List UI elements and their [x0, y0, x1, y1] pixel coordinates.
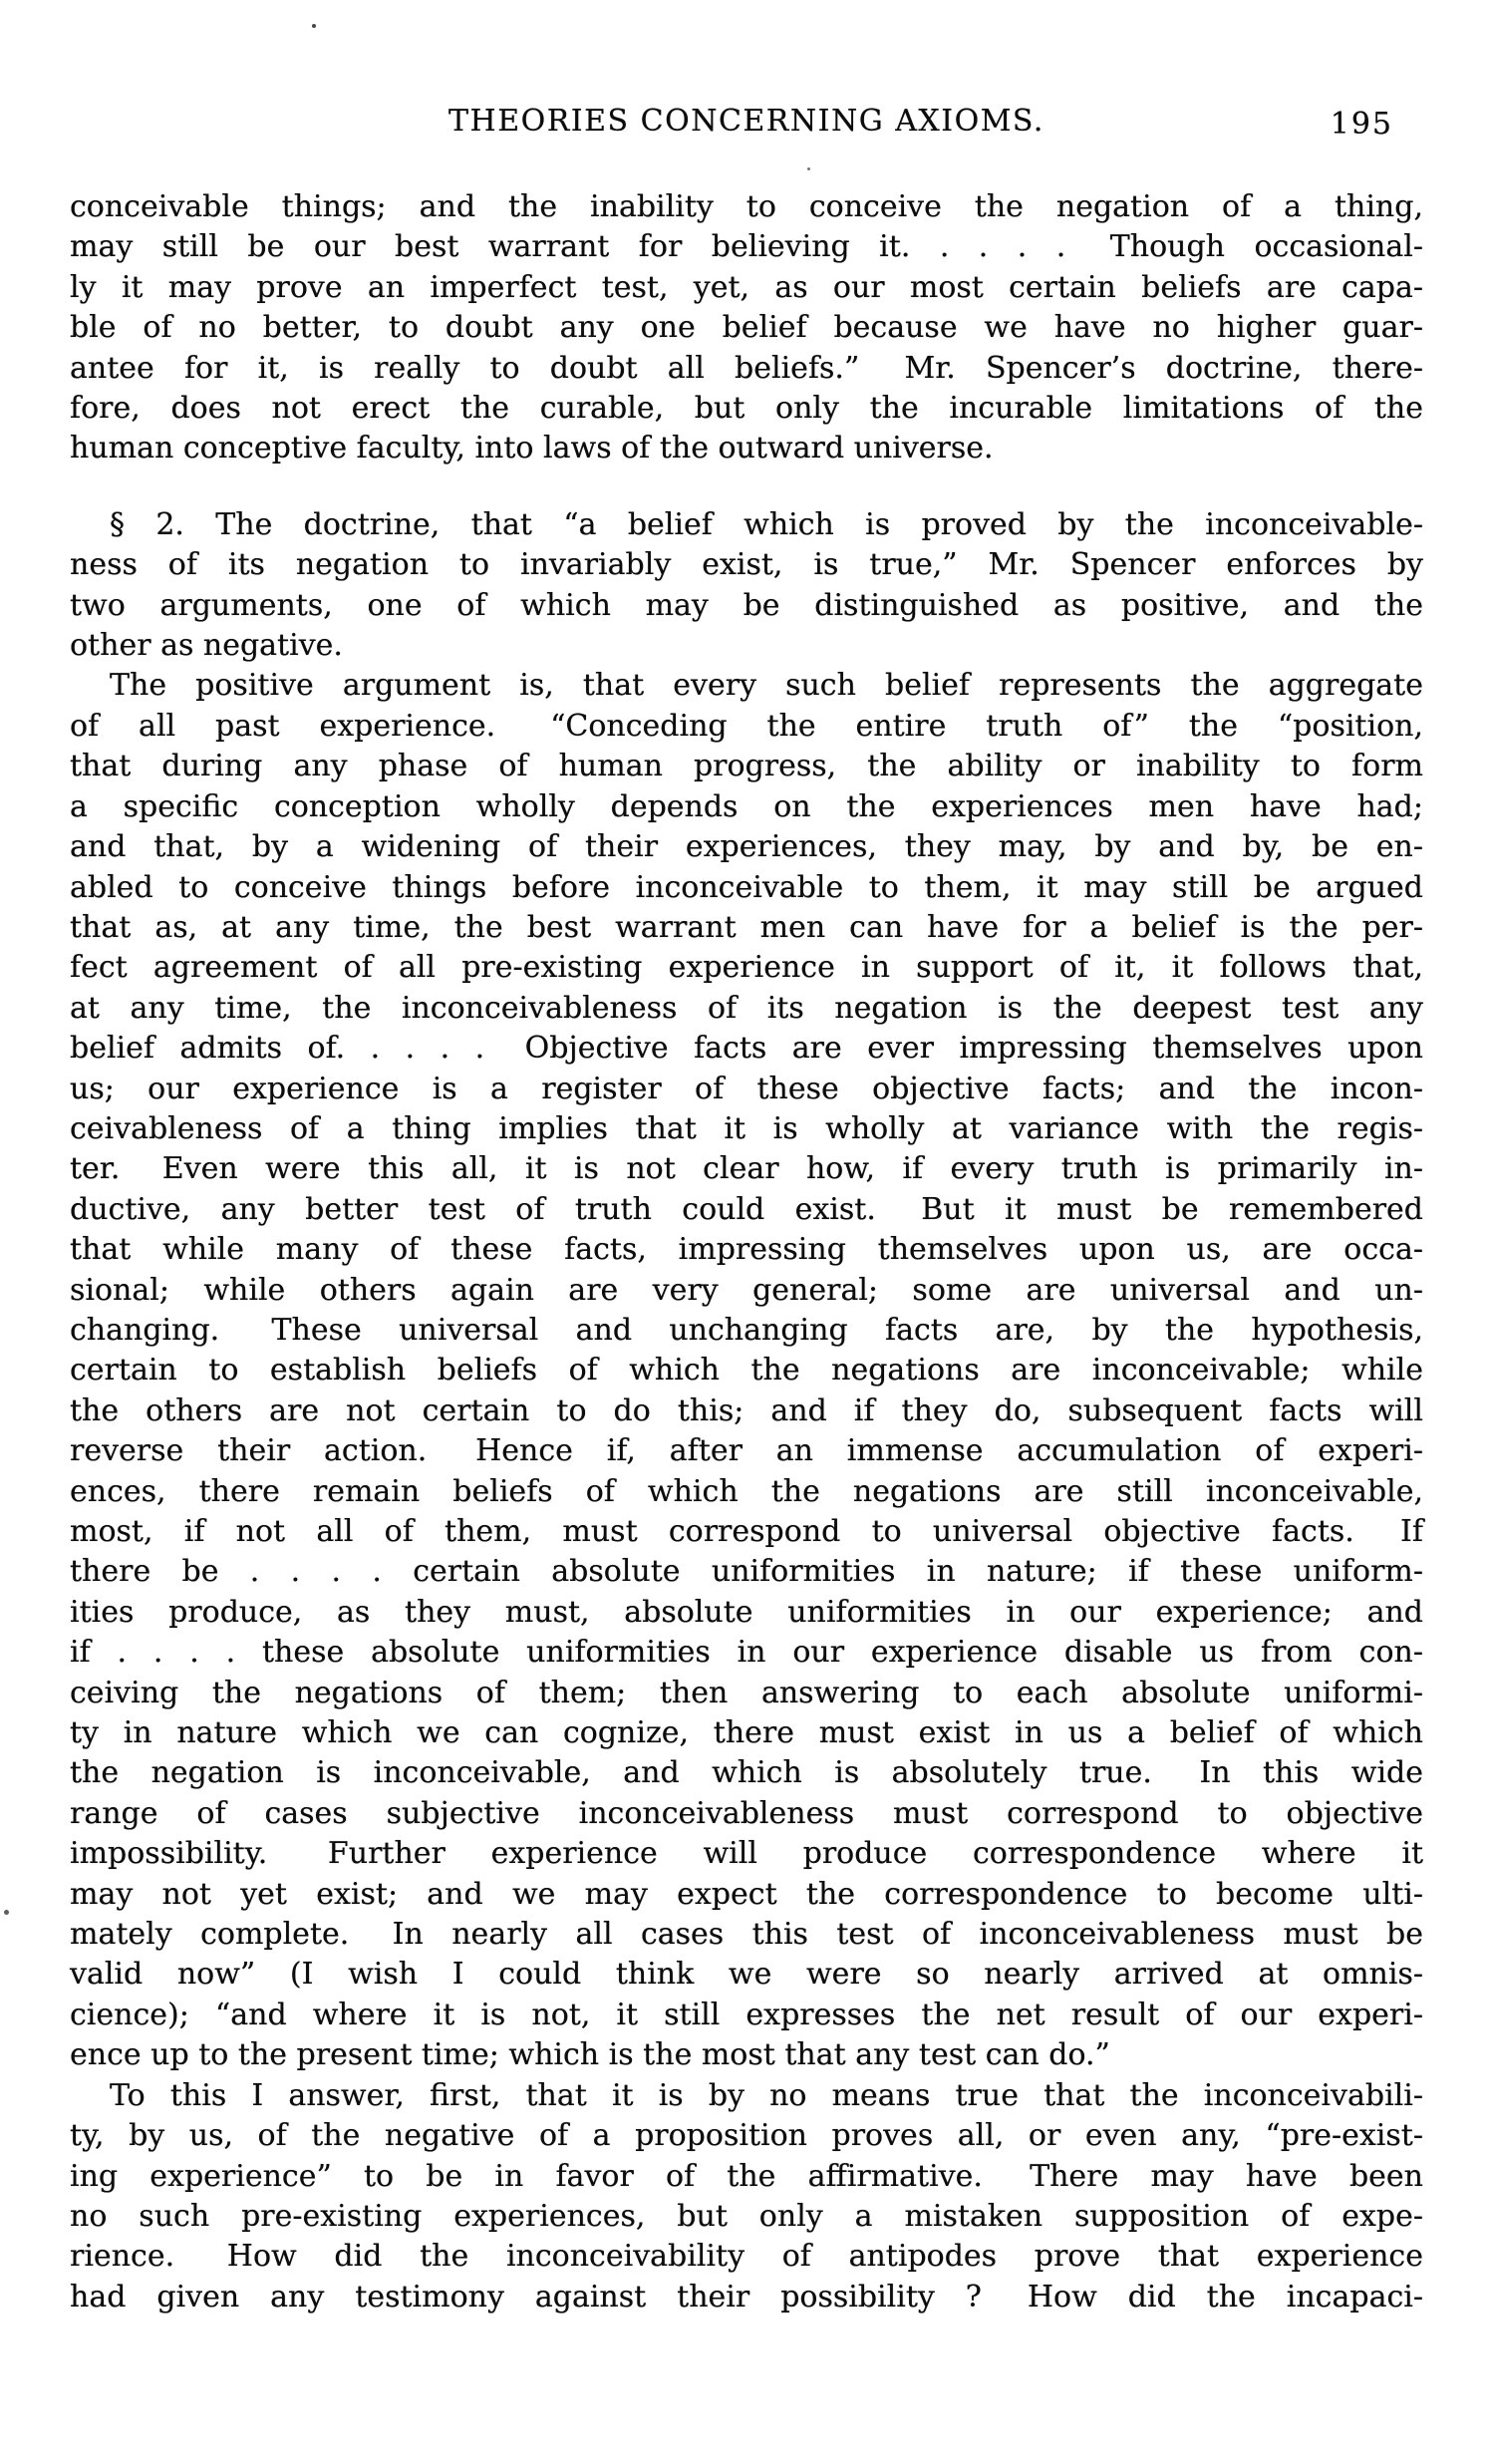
paragraph	[70, 2076, 1423, 2317]
text-line: if . . . . these absolute uniformities in our experience disable us from con-	[70, 1635, 1423, 1671]
text-line: changing. These universal and unchanging facts are, by the hypothesis,	[70, 1312, 1423, 1348]
text-line: ductive, any better test of truth could exist. But it must be remembered	[70, 1191, 1423, 1227]
text-line: antee for it, is really to doubt all beliefs.” Mr. Spencer’s doctrine, there-	[70, 350, 1423, 386]
text-line: us; our experience is a register of these objective facts; and the incon-	[70, 1071, 1423, 1106]
text-line: ing experience” to be in favor of the affirmative. There may have been	[70, 2158, 1423, 2194]
text-line: sional; while others again are very general; some are universal and un-	[70, 1272, 1423, 1308]
scan-speck	[312, 24, 316, 28]
text-line: may not yet exist; and we may expect the correspondence to become ulti-	[70, 1876, 1423, 1912]
text-line: the negation is inconceivable, and which is absolutely true. In this wide	[70, 1755, 1423, 1791]
text-line: ences, there remain beliefs of which the negations are still inconceivable,	[70, 1473, 1423, 1509]
running-head	[70, 104, 1423, 146]
paragraph	[70, 666, 1423, 2075]
text-line: ty, by us, of the negative of a proposition proves all, or even any, “pre-exist-	[70, 2118, 1423, 2154]
paragraph	[70, 187, 1423, 469]
text-line: that during any phase of human progress, the ability or inability to form	[70, 749, 1423, 784]
text-line: ceiving the negations of them; then answering to each absolute uniformi-	[70, 1675, 1423, 1710]
text-line: ty in nature which we can cognize, there must exist in us a belief of which	[70, 1715, 1423, 1751]
scan-speck	[807, 167, 810, 170]
text-line: belief admits of. . . . . Objective facts are ever impressing themselves upon	[70, 1031, 1423, 1067]
text-line: valid now” (I wish I could think we were so nearly arrived at omnis-	[70, 1957, 1423, 1993]
text-line: human conceptive faculty, into laws of the outward universe.	[70, 431, 994, 466]
text-line: that while many of these facts, impressing themselves upon us, are occa-	[70, 1232, 1423, 1268]
text-line: no such pre-existing experiences, but only a mistaken supposition of expe-	[70, 2198, 1423, 2234]
text-line: abled to conceive things before inconceivable to them, it may still be argued	[70, 869, 1423, 905]
page-number: 195	[1330, 107, 1393, 142]
text-line: ter. Even were this all, it is not clear how, if every truth is primarily in-	[70, 1151, 1423, 1187]
text-line: had given any testimony against their possibility ? How did the incapaci-	[70, 2279, 1423, 2314]
text-line: two arguments, one of which may be distinguished as positive, and the	[70, 587, 1423, 623]
text-line: may still be our best warrant for believing it. . . . . Though occasional-	[70, 229, 1423, 265]
text-line: the others are not certain to do this; and if they do, subsequent facts will	[70, 1392, 1423, 1428]
text-line: fect agreement of all pre-existing experience in support of it, it follows that,	[70, 950, 1423, 986]
text-line: certain to establish beliefs of which the negations are inconceivable; while	[70, 1353, 1423, 1388]
text-line: cience); “and where it is not, it still expresses the net result of our experi-	[70, 1997, 1423, 2032]
text-line: ities produce, as they must, absolute uniformities in our experience; and	[70, 1594, 1423, 1630]
text-line: at any time, the inconceivableness of its negation is the deepest test any	[70, 990, 1423, 1026]
text-line: a specific conception wholly depends on the experiences men have had;	[70, 788, 1423, 824]
paragraph	[70, 505, 1423, 667]
scan-speck	[4, 1910, 9, 1915]
text-line: ble of no better, to doubt any one belief because we have no higher guar-	[70, 310, 1423, 346]
text-line: that as, at any time, the best warrant men can have for a belief is the per-	[70, 909, 1423, 945]
text-line: of all past experience. “Conceding the entire truth of” the “position,	[70, 708, 1423, 744]
text-line: ceivableness of a thing implies that it is wholly at variance with the regis-	[70, 1110, 1423, 1146]
text-line: ence up to the present time; which is the most that any test can do.”	[70, 2037, 1110, 2073]
page-title: THEORIES CONCERNING AXIOMS.	[448, 104, 1044, 139]
text-line: impossibility. Further experience will produce correspondence where it	[70, 1836, 1423, 1872]
text-line: rience. How did the inconceivability of antipodes prove that experience	[70, 2239, 1423, 2275]
text-line: fore, does not erect the curable, but only the incurable limitations of the	[70, 391, 1423, 427]
text-line: The positive argument is, that every such belief represents the aggregate	[110, 668, 1423, 704]
page-body	[70, 187, 1423, 2317]
text-line: and that, by a widening of their experiences, they may, by and by, be en-	[70, 829, 1423, 865]
text-line: range of cases subjective inconceivableness must correspond to objective	[70, 1795, 1423, 1831]
text-line: § 2. The doctrine, that “a belief which is proved by the inconceivable-	[110, 506, 1423, 542]
text-line: mately complete. In nearly all cases this test of inconceivableness must be	[70, 1917, 1423, 1953]
text-line: To this I answer, first, that it is by no means true that the inconceivabili-	[110, 2077, 1423, 2113]
text-line: ness of its negation to invariably exist, is true,” Mr. Spencer enforces by	[70, 547, 1423, 583]
text-line: other as negative.	[70, 628, 343, 664]
text-line: most, if not all of them, must correspond to universal objective facts. If	[70, 1514, 1423, 1549]
text-line: reverse their action. Hence if, after an immense accumulation of experi-	[70, 1433, 1423, 1469]
text-line: there be . . . . certain absolute uniformities in nature; if these uniform-	[70, 1554, 1423, 1590]
text-line: ly it may prove an imperfect test, yet, as our most certain beliefs are capa-	[70, 269, 1423, 305]
text-line: conceivable things; and the inability to conceive the negation of a thing,	[70, 189, 1423, 224]
